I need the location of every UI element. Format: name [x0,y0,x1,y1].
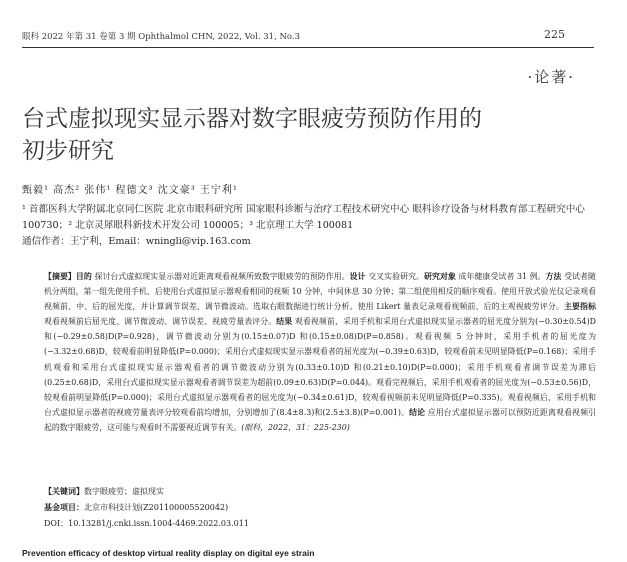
section-tag: ·论著· [527,68,575,86]
design-label: 设计 [349,272,366,281]
methods-label: 方法 [545,272,562,281]
results-label: 结果 [276,317,293,327]
english-title: Prevention efficacy of desktop virtual reality display on digital eye strain [22,548,315,558]
abstract-label: 【摘要】 [44,272,76,281]
funding [44,502,228,513]
results-text: 观看视频前，采用手机和采用台式虚拟现实显示器者的屈光度分别为(−0.30±0.54)D 和(−0.29±0.58)D(P=0.928)，调节微波动分别为(0.15±0.07)D 和(0.15±0.08)D(P=0.858)。观看视频 5 分钟时，采用手机者的屈光度为(−3.32±0.68)D，较观看前明显降低(P=0.000)；采用台式虚拟现实显示器观看者的屈光度为(−0.39±0.63)D，较观看前未见明显降低(P=0.168)；采用手机观看和采用台式虚拟现实显示器观看者的调节微波动分别为(0.33±0.10)D 和(0.21±0.10)D(P=0.000)；采用手机观看者调节误差为滞后(0.25±0.68)D，采用台式虚拟现实显示器观看者调节误差为超前(0.09±0.63)D(P=0.044)。观看完视频后，采用手机观看者的屈光度为(−0.53±0.56)D，较观看前明显降低(P=0.000)；采用台式虚拟显示器观看者的屈光度为(−0.34±0.61)D，较观看视频前未见明显降低(P=0.335)。观看视频后，采用手机和台式虚拟显示器者的视疲劳量表评分较观看前均增加，分别增加了(8.4±8.3)和(2.5±3.8)(P=0.001)。 [44,317,596,417]
conclusion-text: 应用台式虚拟显示器可以预防近距离观看视频引起的数字眼疲劳，这可能与观看时不需要视近调节有关。 [44,407,596,432]
article-title-line1: 台式虚拟现实显示器对数字眼疲劳预防作用的 [22,106,482,132]
doi: DOI：10.13281/j.cnki.issn.1004-4469.2022.03.011 [44,519,249,528]
header-rule [22,47,594,48]
author-list: 甄毅¹ 高杰² 张伟¹ 程德文³ 沈文豪³ 王宁利¹ [22,185,238,196]
outcome-text: 观看视频前后屈光度、调节微波动、调节误差、视疲劳量表评分。 [44,317,277,327]
methods-text: 受试者随机分两组，第一组先使用手机、后使用台式虚拟显示器观看相同的视频 10 分钟，中间休息 30 分钟；第二组使用相反的顺序观看。使用开放式验光仪记录观看视频前、中、后的屈光度，并计算调节误差、调节微波动。选取右眼数据进行统计分析。使用 Likert 量表记录观看视频前、后的主观视疲劳评分。 [44,272,596,312]
article-title-line2: 初步研究 [22,138,114,164]
running-head: 眼科 2022 年第 31 卷第 3 期 Ophthalmol CHN, 2022, Vol. 31, No.3 [22,32,301,42]
design-text: 交叉实验研究。 [368,272,425,281]
keywords [44,486,164,497]
fund-text: 北京市科技计划(Z201100005520042) [84,503,229,512]
affiliations [22,202,602,250]
article-title [22,103,582,167]
keywords-text: 数字眼疲劳；虚拟现实 [84,487,164,496]
subjects-label: 研究对象 [424,272,456,281]
conclusion-label: 结论 [409,407,426,417]
keywords-label: 【关键词】 [44,486,84,496]
contact-author: 通信作者：王宁利，Email：wningli@vip.163.com [22,236,251,247]
outcome-label: 主要指标 [563,302,596,312]
objective-text: 探讨台式虚拟现实显示器对近距离观看视频所致数字眼疲劳的预防作用。 [94,272,350,281]
objective-label: 目的 [75,272,92,281]
affiliation-text: ¹ 首都医科大学附属北京同仁医院 北京市眼科研究所 国家眼科诊断与治疗工程技术研究中心 眼科诊疗设备与材料教育部工程研究中心 100730；² 北京灵犀眼科新技术开发公司 100005；³ 北京理工大学 100081 [22,204,585,231]
abstract [44,269,596,435]
subjects-text: 成年健康受试者 31 例。 [458,272,546,281]
fund-label: 基金项目： [44,502,84,512]
citation-text: (眼科，2022，31：225-230) [241,422,350,432]
page-number: 225 [544,28,565,41]
